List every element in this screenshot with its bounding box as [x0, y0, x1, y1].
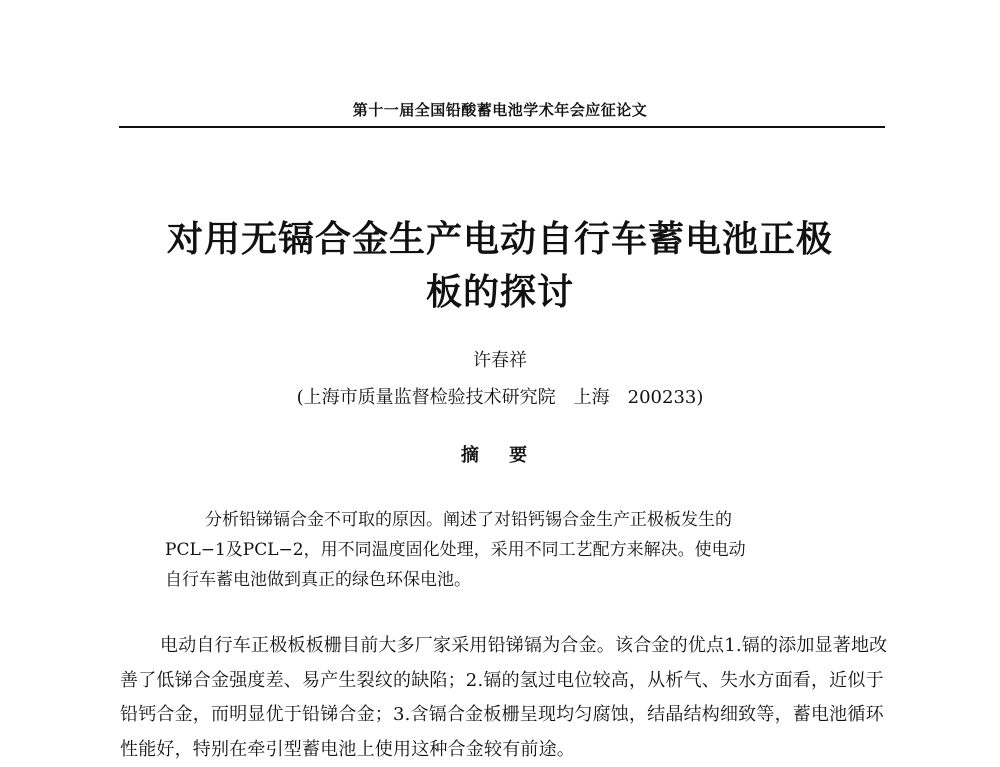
body-paragraph: 电动自行车正极板板栅目前大多厂家采用铅锑镉为合金。该合金的优点1.镉的添加显著地改善了低锑合金强度差、易产生裂纹的缺陷；2.镉的氢过电位较高，从析气、失水方面看，近似于铅钙合金，而明显优于铅锑合金；3.含镉合金板栅呈现均匀腐蚀，结晶结构细致等，蓄电池循环性能好，特别在牵引型蓄电池上使用这种合金较有前途。 — [120, 635, 888, 760]
running-header: 第十一届全国铅酸蓄电池学术年会应征论文 — [352, 101, 648, 119]
header-rule — [119, 126, 885, 128]
body-text — [120, 629, 888, 767]
author-affiliation: (上海市质量监督检验技术研究院 上海 200233) — [296, 387, 704, 408]
abstract-line: 自行车蓄电池做到真正的绿色环保电池。 — [165, 570, 471, 590]
abstract-text — [165, 505, 855, 595]
paper-title-line2: 板的探讨 — [425, 272, 574, 313]
abstract-line: 分析铅锑镉合金不可取的原因。阐述了对铅钙锡合金生产正极板发生的 — [205, 510, 732, 530]
abstract-heading: 摘 要 — [460, 445, 540, 466]
abstract-line: PCL−1及PCL−2，用不同温度固化处理，采用不同工艺配方来解决。使电动 — [165, 540, 746, 560]
author-name: 许春祥 — [473, 350, 527, 371]
paper-title-line1: 对用无镉合金生产电动自行车蓄电池正极 — [166, 219, 833, 260]
